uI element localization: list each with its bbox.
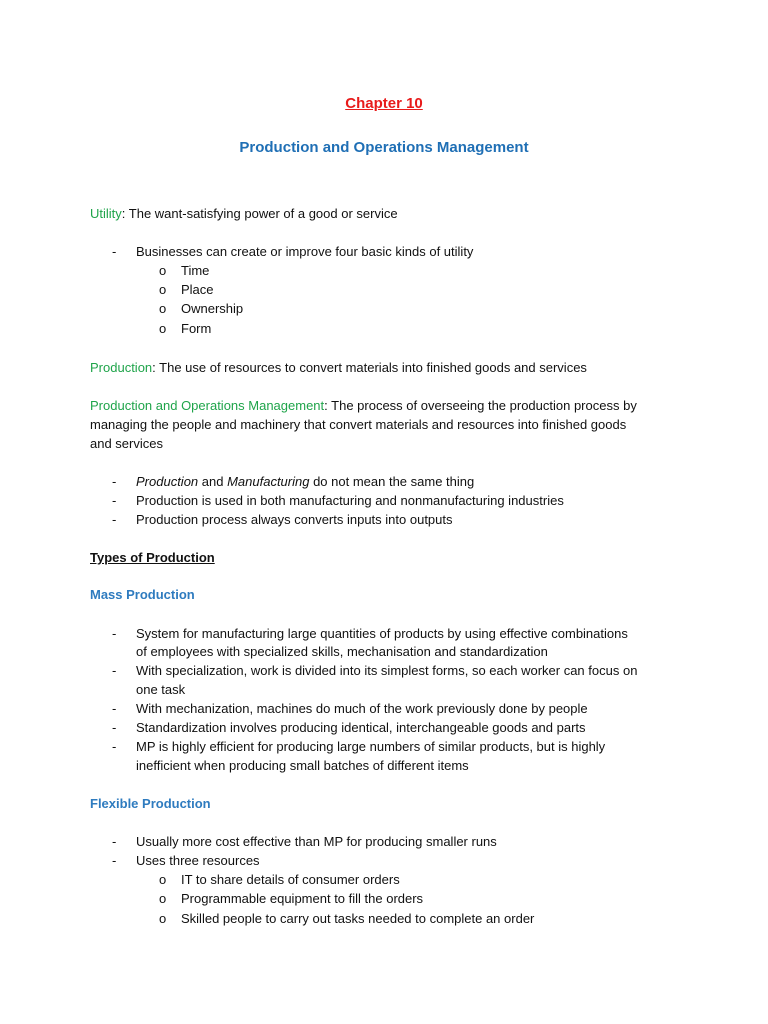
mass-bullet-1-line-1: System for manufacturing large quantities of products by using effective combinations [136,626,628,641]
manufacturing-italic: Manufacturing [227,474,310,489]
utility-kind-ownership: Ownership [181,301,244,316]
utility-kind-time: Time [181,263,210,278]
bullet-dash: - [112,663,117,678]
flexible-resource-2: Programmable equipment to fill the orders [181,891,424,906]
bullet-dash: - [112,834,117,849]
mass-bullet-5-line-2: inefficient when producing small batches of different items [136,758,469,773]
pom-bullet-1 [136,472,474,491]
bullet-dash: - [112,720,117,735]
and-text: and [198,474,228,489]
sub-bullet-marker: o [159,263,167,278]
utility-definition [90,204,398,223]
sub-bullet-marker: o [159,321,167,336]
pom-bullet-2: Production is used in both manufacturing and nonmanufacturing industries [136,493,564,508]
bullet-dash: - [112,626,117,641]
mass-bullet-1-line-2: of employees with specialized skills, mechanisation and standardization [136,644,548,659]
bullet-dash: - [112,244,117,259]
flexible-production-heading: Flexible Production [90,796,211,811]
production-term: Production [90,360,153,375]
utility-kind-form: Form [181,321,212,336]
mass-production-heading: Mass Production [90,587,195,602]
bullet-dash: - [112,512,117,527]
mass-bullet-4: Standardization involves producing identical, interchangeable goods and parts [136,720,586,735]
sub-bullet-marker: o [159,911,167,926]
utility-bullet: Businesses can create or improve four basic kinds of utility [136,244,474,259]
utility-definition-text: : The want-satisfying power of a good or service [121,206,398,221]
pom-term: Production and Operations Management [90,398,325,413]
production-definition [90,358,587,377]
pom-definition-text: : The process of overseeing the production process by [324,398,637,413]
mass-bullet-2-line-1: With specialization, work is divided into its simplest forms, so each worker can focus on [136,663,638,678]
sub-bullet-marker: o [159,872,167,887]
flexible-resource-1: IT to share details of consumer orders [181,872,400,887]
utility-term: Utility [90,206,122,221]
page-title: Production and Operations Management [239,139,529,156]
utility-kind-place: Place [181,282,214,297]
pom-bullet-3: Production process always converts inputs into outputs [136,512,453,527]
pom-definition-line-2: managing the people and machinery that convert materials and resources into finished goods [90,417,627,432]
types-heading: Types of Production [90,550,215,565]
flexible-bullet-1: Usually more cost effective than MP for producing smaller runs [136,834,497,849]
bullet-dash: - [112,701,117,716]
pom-definition-line-1 [90,396,637,415]
bullet-dash: - [112,474,117,489]
mass-bullet-2-line-2: one task [136,682,186,697]
sub-bullet-marker: o [159,891,167,906]
mass-bullet-5-line-1: MP is highly efficient for producing large numbers of similar products, but is highly [136,739,606,754]
flexible-bullet-2: Uses three resources [136,853,260,868]
bullet-dash: - [112,853,117,868]
sub-bullet-marker: o [159,282,167,297]
production-definition-text: : The use of resources to convert materials into finished goods and services [152,360,587,375]
flexible-resource-3: Skilled people to carry out tasks needed to complete an order [181,911,535,926]
mass-bullet-3: With mechanization, machines do much of the work previously done by people [136,701,588,716]
pom-definition-line-3: and services [90,436,163,451]
bullet-rest-text: do not mean the same thing [309,474,475,489]
bullet-dash: - [112,739,117,754]
bullet-dash: - [112,493,117,508]
sub-bullet-marker: o [159,301,167,316]
chapter-title: Chapter 10 [345,95,423,112]
production-italic: Production [136,474,199,489]
